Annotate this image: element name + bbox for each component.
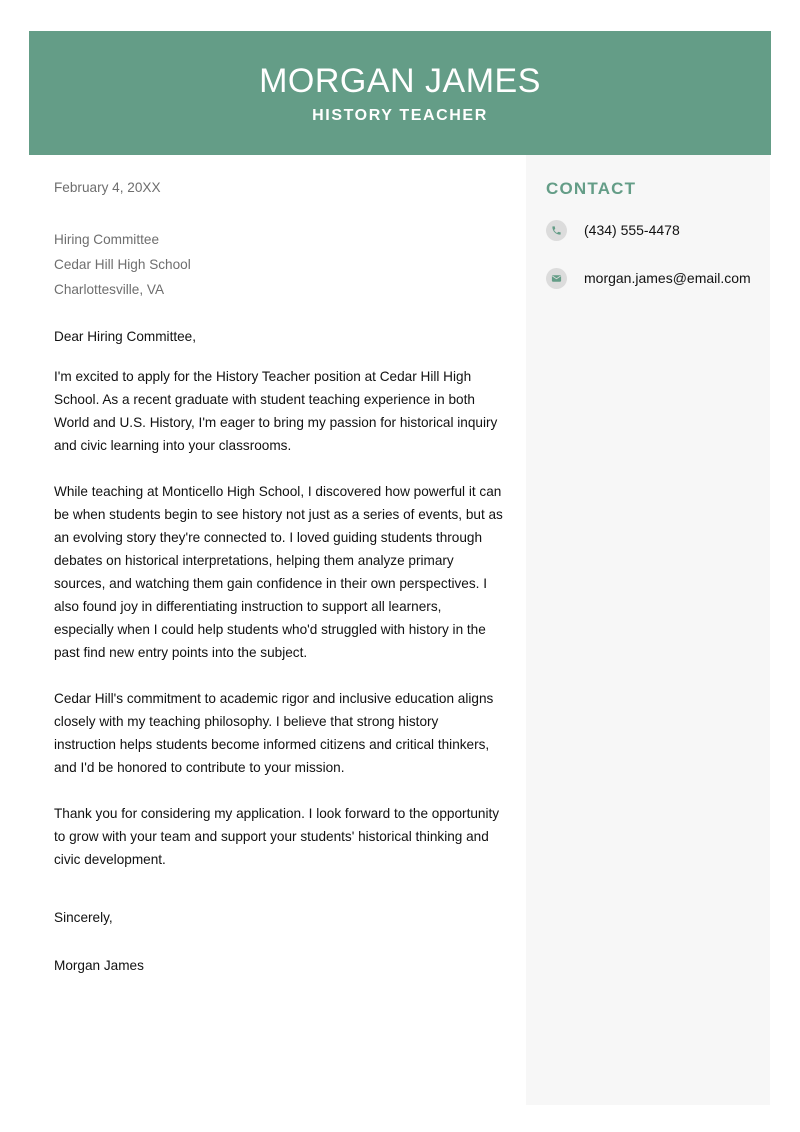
- paragraph: I'm excited to apply for the History Teacher position at Cedar Hill High School. As a recent graduate with student teaching experience in both World and U.S. History, I'm eager to bring my passion for historical inquiry and civic learning into your classrooms.: [54, 369, 498, 453]
- recipient-line: Charlottesville, VA: [54, 282, 165, 297]
- applicant-name: MORGAN JAMES: [259, 62, 541, 100]
- letter-date: February 4, 20XX: [54, 180, 161, 195]
- contact-heading: CONTACT: [546, 179, 637, 198]
- contact-phone-row: [546, 219, 680, 241]
- recipient-line: Hiring Committee: [54, 232, 159, 247]
- email-address[interactable]: morgan.james@email.com: [584, 270, 751, 286]
- salutation: Dear Hiring Committee,: [54, 329, 197, 344]
- envelope-icon: [546, 268, 567, 289]
- phone-number[interactable]: (434) 555-4478: [584, 222, 680, 238]
- signature-name: Morgan James: [54, 958, 144, 973]
- paragraph: Thank you for considering my application. I look forward to the opportunity to grow with your team and support your students' historical thinking and civic development.: [54, 806, 500, 867]
- header-banner: [29, 31, 771, 155]
- paragraph: Cedar Hill's commitment to academic rigor and inclusive education aligns closely with my teaching philosophy. I believe that strong history instruction helps students become informed citizens and critical thinkers, and I'd be honored to contribute to your mission.: [54, 691, 494, 775]
- phone-icon: [546, 220, 567, 241]
- job-title: HISTORY TEACHER: [312, 107, 488, 124]
- contact-sidebar: [526, 155, 770, 1105]
- recipient-line: Cedar Hill High School: [54, 257, 191, 272]
- contact-email-row: [546, 267, 751, 289]
- letter-paragraphs: [54, 365, 504, 894]
- paragraph: While teaching at Monticello High School, I discovered how powerful it can be when students begin to see history not just as a series of events, but as an evolving story they're connected to. I loved guiding students through debates on historical interpretations, helping them analyze primary sources, and watching them gain confidence in their own perspectives. I also found joy in differentiating instruction to support all learners, especially when I could help students who'd struggled with history in the past find new entry points into the subject.: [54, 484, 503, 660]
- recipient-block: [54, 227, 191, 302]
- closing: Sincerely,: [54, 910, 113, 925]
